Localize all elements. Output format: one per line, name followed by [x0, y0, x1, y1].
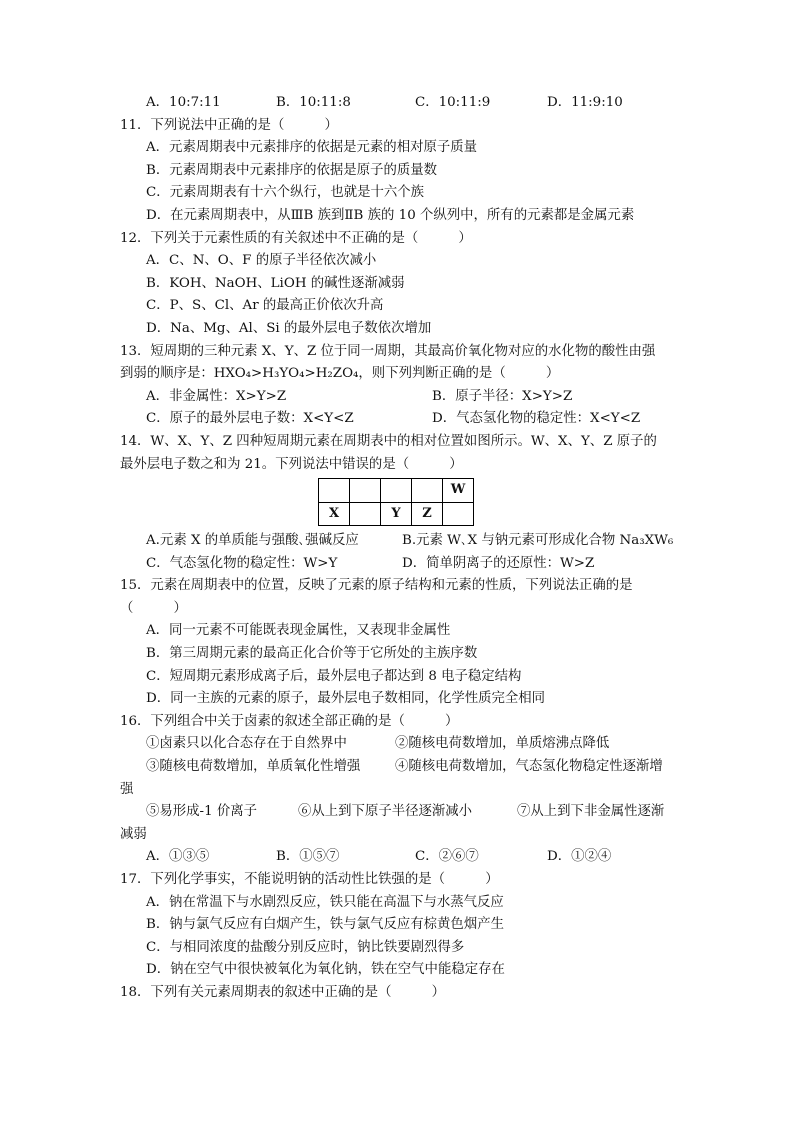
- q13-option-b: B．原子半径：X>Y>Z: [432, 388, 573, 404]
- q14-option-c: C．气态氢化物的稳定性：W>Y: [146, 555, 338, 571]
- q14-stem-line1: 14．W、X、Y、Z 四种短周期元素在周期表中的相对位置如图所示。W、X、Y、Z 原子的: [120, 433, 657, 449]
- table-cell-x: X: [319, 502, 350, 526]
- table-row: [319, 502, 474, 526]
- q11-option-d: D．在元素周期表中，从ⅢB 族到ⅡB 族的 10 个纵列中，所有的元素都是金属元素: [146, 207, 635, 223]
- q17-stem: 17．下列化学事实，不能说明钠的活动性比铁强的是（ ）: [120, 872, 499, 887]
- q15-option-c: C．短周期元素形成离子后，最外层电子都达到 8 电子稳定结构: [146, 668, 522, 684]
- q12-option-b: B．KOH、NaOH、LiOH 的碱性逐渐减弱: [146, 275, 405, 291]
- q12-option-a: A．C、N、O、F 的原子半径依次减小: [146, 253, 377, 269]
- q14-periodic-table-figure: [0, 476, 794, 530]
- q16-option-d: D．①②④: [547, 849, 612, 865]
- q16-statement-2: ②随核电荷数增加，单质熔沸点降低: [395, 736, 610, 752]
- table-cell-y: Y: [381, 502, 412, 526]
- q16-statement-4: ④随核电荷数增加，气态氢化物稳定性逐渐增: [395, 759, 663, 775]
- q17-option-c: C．与相同浓度的盐酸分别反应时，钠比铁要剧烈得多: [146, 939, 465, 955]
- table-cell: [350, 502, 381, 526]
- q15-option-d: D．同一主族的元素的原子，最外层电子数相同，化学性质完全相同: [146, 691, 546, 707]
- q13-options-ab: [0, 386, 794, 409]
- q10-option-b: B．10:11:8: [276, 95, 351, 110]
- q16-statement-1: ①卤素只以化合态存在于自然界中: [146, 736, 347, 752]
- q12-option-c: C．P、S、Cl、Ar 的最高正价依次升高: [146, 298, 384, 314]
- table-cell-z: Z: [412, 502, 443, 526]
- table-cell-w: W: [443, 479, 474, 503]
- q16-statement-5: ⑤易形成-1 价离子: [146, 804, 258, 820]
- q17-option-a: A．钠在常温下与水剧烈反应，铁只能在高温下与水蒸气反应: [146, 894, 504, 910]
- q13-option-d: D．气态氢化物的稳定性：X<Y<Z: [432, 411, 641, 427]
- q13-stem-line2: 到弱的顺序是：HXO₄>H₃YO₄>H₂ZO₄，则下列判断正确的是（ ）: [120, 366, 560, 382]
- q12-stem: 12．下列关于元素性质的有关叙述中不正确的是（ ）: [120, 230, 472, 246]
- q11-stem: 11．下列说法中正确的是（ ）: [120, 117, 338, 133]
- exam-page: [0, 92, 794, 1005]
- q16-statement-6: ⑥从上到下原子半径逐渐减小: [298, 804, 473, 820]
- q14-option-a: A.元素 X 的单质能与强酸､强碱反应: [146, 533, 359, 549]
- table-cell: [381, 479, 412, 503]
- q14-options-cd: [0, 553, 794, 576]
- q15-stem-line2: （ ）: [120, 600, 187, 616]
- table-cell: [443, 502, 474, 526]
- q16-option-a: A．①③⑤: [146, 849, 210, 865]
- q16-statements-12: [0, 733, 794, 756]
- q13-options-cd: [0, 408, 794, 431]
- q11-option-a: A．元素周期表中元素排序的依据是元素的相对原子质量: [146, 140, 478, 156]
- q10-options: [0, 92, 794, 115]
- q16-option-b: B．①⑤⑦: [276, 849, 340, 865]
- q13-stem-line1: 13．短周期的三种元素 X、Y、Z 位于同一周期，其最高价氧化物对应的水化物的酸性由强: [120, 343, 656, 359]
- q16-options: [0, 846, 794, 869]
- q16-statement-4-cont: 强: [120, 781, 134, 797]
- q16-statements-567: [0, 801, 794, 824]
- q16-statement-7: ⑦从上到下非金属性逐渐: [517, 804, 665, 820]
- q16-statement-3: ③随核电荷数增加，单质氧化性增强: [146, 759, 361, 775]
- q16-stem: 16．下列组合中关于卤素的叙述全部正确的是（ ）: [120, 713, 459, 729]
- q10-option-a: A．10:7:11: [146, 95, 221, 110]
- q14-option-d: D．简单阴离子的还原性：W>Z: [402, 555, 595, 571]
- table-row: [319, 479, 474, 503]
- q10-option-d: D．11:9:10: [547, 95, 623, 110]
- q13-option-a: A．非金属性：X>Y>Z: [146, 388, 287, 404]
- q16-statement-7-cont: 减弱: [120, 826, 147, 842]
- table-cell: [350, 479, 381, 503]
- q14-option-b: B.元素 W､X 与钠元素可形成化合物 Na₃XW₆: [402, 533, 674, 549]
- q15-stem-line1: 15．元素在周期表中的位置，反映了元素的原子结构和元素的性质，下列说法正确的是: [120, 578, 633, 594]
- q17-option-b: B．钠与氯气反应有白烟产生，铁与氯气反应有棕黄色烟产生: [146, 917, 504, 933]
- q15-option-b: B．第三周期元素的最高正化合价等于它所处的主族序数: [146, 646, 478, 662]
- q17-option-d: D．钠在空气中很快被氧化为氧化钠，铁在空气中能稳定存在: [146, 962, 505, 978]
- q14-stem-line2: 最外层电子数之和为 21。下列说法中错误的是（ ）: [120, 456, 463, 472]
- q11-option-b: B．元素周期表中元素排序的依据是原子的质量数: [146, 162, 438, 178]
- q14-options-ab: [0, 530, 794, 553]
- q15-option-a: A．同一元素不可能既表现金属性，又表现非金属性: [146, 623, 451, 639]
- q14-position-table: [318, 478, 474, 526]
- q10-option-c: C．10:11:9: [415, 95, 491, 110]
- table-cell: [412, 479, 443, 503]
- q11-option-c: C．元素周期表有十六个纵行，也就是十六个族: [146, 185, 425, 201]
- q12-option-d: D．Na、Mg、Al、Si 的最外层电子数依次增加: [146, 320, 432, 336]
- q18-stem: 18．下列有关元素周期表的叙述中正确的是（ ）: [120, 984, 446, 1000]
- q16-statements-34: [0, 756, 794, 779]
- q13-option-c: C．原子的最外层电子数：X<Y<Z: [146, 411, 354, 427]
- table-cell: [319, 479, 350, 503]
- q16-option-c: C．②⑥⑦: [415, 849, 479, 865]
